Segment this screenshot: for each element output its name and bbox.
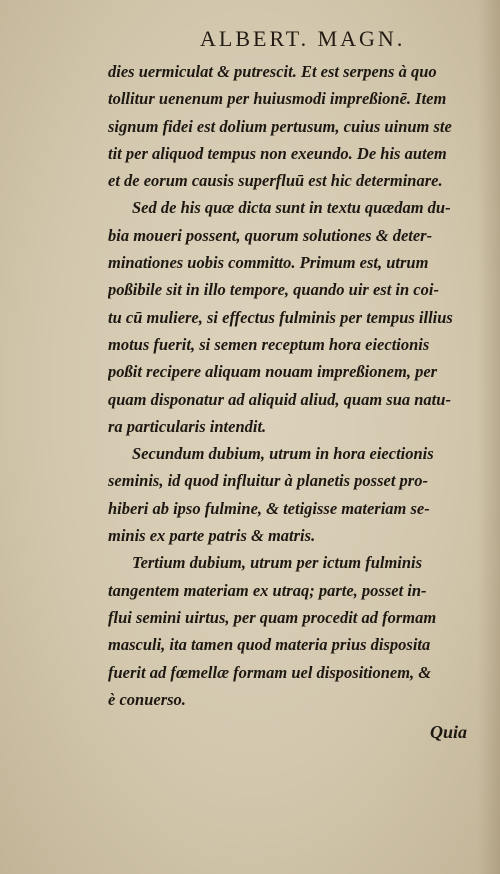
text-line-12: poßit recipere aliquam nouam impreßionem, per (108, 362, 438, 382)
running-head: ALBERT. MAGN. (200, 26, 406, 51)
text-line-2: tollitur uenenum per huiusmodi impreßionē. Item (108, 89, 447, 109)
text-line-4: tit per aliquod tempus non exeundo. De his autem (108, 143, 447, 163)
text-line-14: ra particularis intendit. (108, 416, 267, 436)
text-line-7: bia moueri possent, quorum solutiones & deter- (108, 225, 433, 245)
text-line-5: et de eorum causis superfluū est hic determinare. (108, 171, 443, 191)
text-line-22: masculi, ita tamen quod materia prius disposita (108, 635, 431, 655)
text-line-21: flui semini uirtus, per quam procedit ad formam (108, 607, 437, 627)
text-line-3: signum fidei est dolium pertusum, cuius uinum ste (108, 116, 452, 136)
text-line-15: Secundum dubium, utrum in hora eiectionis (132, 444, 434, 464)
text-line-20: tangentem materiam ex utraq; parte, posset in- (108, 580, 427, 600)
text-line-16: seminis, id quod influitur à planetis posset pro- (108, 471, 428, 491)
text-line-10: tu cū muliere, si effectus fulminis per tempus illius (108, 307, 453, 327)
body-text (108, 58, 488, 713)
text-line-24: è conuerso. (108, 689, 186, 709)
text-line-19: Tertium dubium, utrum per ictum fulminis (132, 553, 423, 573)
text-line-23: fuerit ad fœmellæ formam uel dispositionem, & (108, 662, 432, 682)
text-line-6: Sed de his quæ dicta sunt in textu quædam du- (132, 198, 451, 218)
catchword: Quia (430, 722, 468, 742)
text-line-8: minationes uobis committo. Primum est, utrum (108, 253, 429, 273)
text-line-11: motus fuerit, si semen receptum hora eiectionis (108, 334, 430, 354)
text-line-18: minis ex parte patris & matris. (108, 526, 316, 546)
text-line-13: quam disponatur ad aliquid aliud, quam sua natu- (108, 389, 451, 409)
text-line-9: poßibile sit in illo tempore, quando uir est in coi- (108, 280, 439, 300)
text-line-17: hiberi ab ipso fulmine, & tetigisse materiam se- (108, 498, 430, 518)
text-line-1: dies uermiculat & putrescit. Et est serpens à quo (108, 62, 437, 81)
